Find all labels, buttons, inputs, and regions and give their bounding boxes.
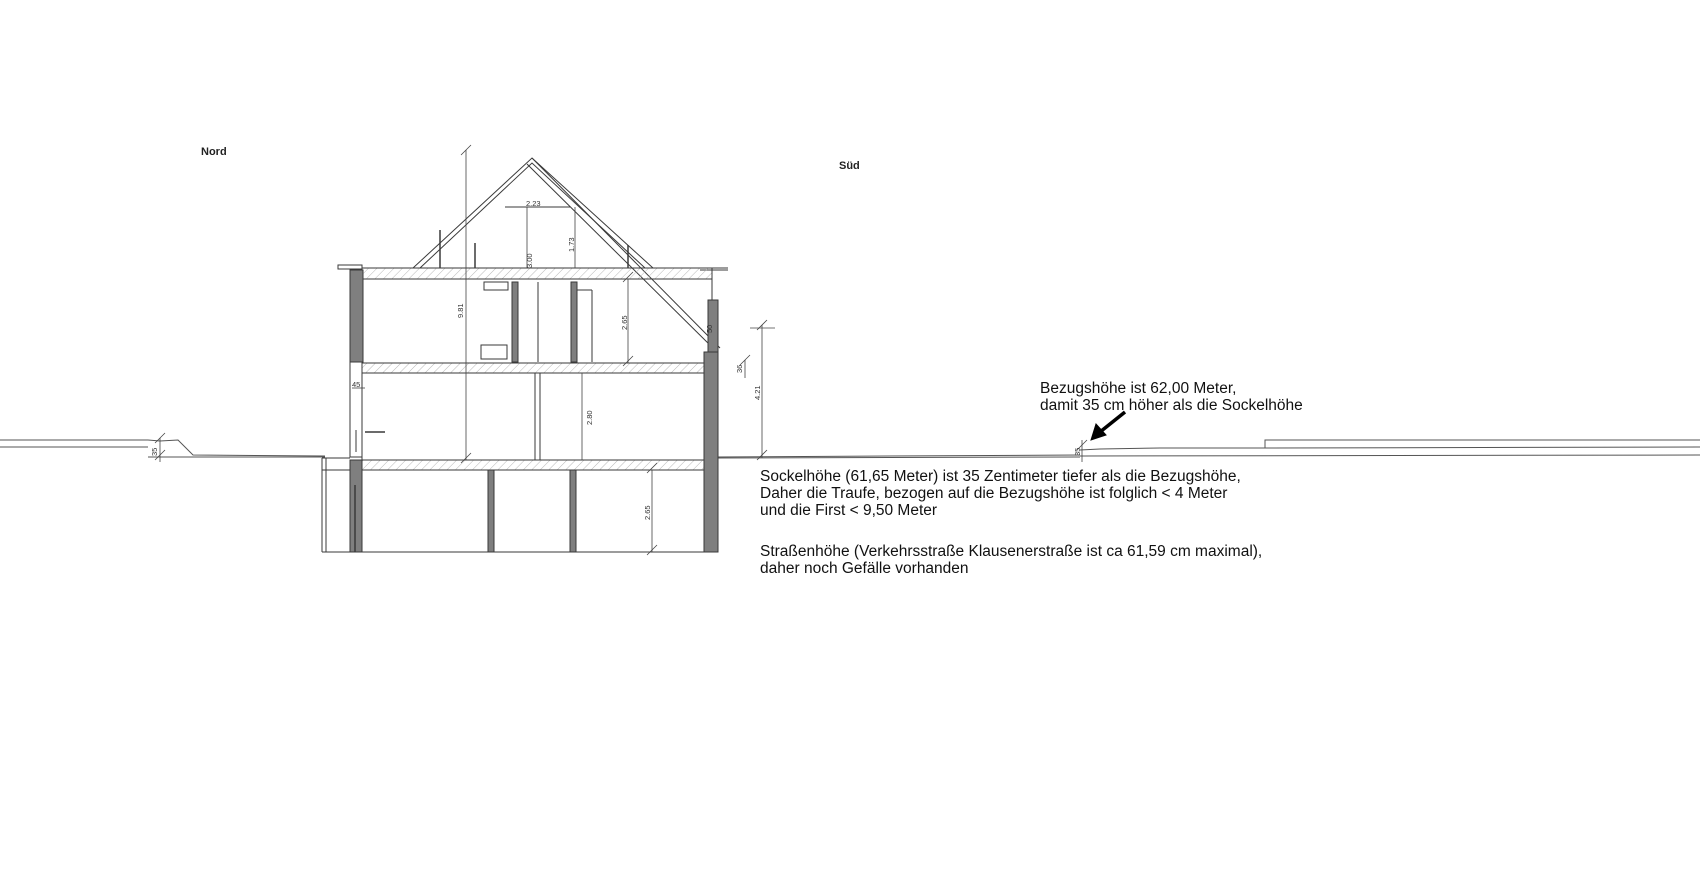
dim-basement: 2.65	[643, 505, 652, 520]
wall-north-upper	[350, 270, 363, 362]
reference-arrow	[1091, 412, 1125, 440]
street-height-note	[760, 543, 1262, 577]
dim-roof-height: 3.00	[525, 253, 534, 268]
reference-note-line-2: damit 35 cm höher als die Sockelhöhe	[1040, 397, 1303, 414]
slab-upper	[362, 363, 712, 373]
reference-height-note	[1040, 380, 1303, 414]
reference-note-line-1: Bezugshöhe ist 62,00 Meter,	[1040, 380, 1237, 397]
street-note-line-1: Straßenhöhe (Verkehrsstraße Klausenerstraße ist ca 61,59 cm maximal),	[760, 543, 1263, 560]
street-note-line-2: daher noch Gefälle vorhanden	[760, 560, 969, 577]
wall-south-upper	[704, 352, 718, 552]
wall-north-basement	[350, 460, 362, 552]
base-note-line-3: und die First < 9,50 Meter	[760, 502, 938, 519]
dim-upper-storey: 2.65	[620, 315, 629, 330]
dim-overhang: 50	[705, 324, 714, 333]
roof-outline	[413, 158, 653, 268]
base-note-line-2: Daher die Traufe, bezogen auf die Bezugshöhe ist folglich < 4 Meter	[760, 485, 1228, 502]
north-label: Nord	[201, 146, 227, 158]
dim-eave-offset: 36	[735, 364, 744, 373]
dim-wall-offset: 45	[352, 380, 361, 389]
dim-roof-height-upper: 1.73	[567, 237, 576, 252]
south-label: Süd	[839, 160, 860, 172]
dim-eave-height: 4.21	[753, 385, 762, 400]
base-note-line-1: Sockelhöhe (61,65 Meter) ist 35 Zentimeter tiefer als die Bezugshöhe,	[760, 468, 1241, 485]
building	[322, 158, 728, 552]
dim-roof-width: 2.23	[526, 199, 541, 208]
slab-attic	[362, 268, 712, 279]
dim-ref-offset: 35	[1073, 447, 1082, 456]
dim-left-ground-offset: 35	[150, 447, 159, 456]
base-height-note	[760, 468, 1241, 519]
dim-total-height: 9.81	[456, 303, 465, 318]
dim-ground-storey: 2.80	[585, 410, 594, 425]
terrain-lines	[0, 440, 1700, 458]
slab-ground	[362, 460, 712, 470]
